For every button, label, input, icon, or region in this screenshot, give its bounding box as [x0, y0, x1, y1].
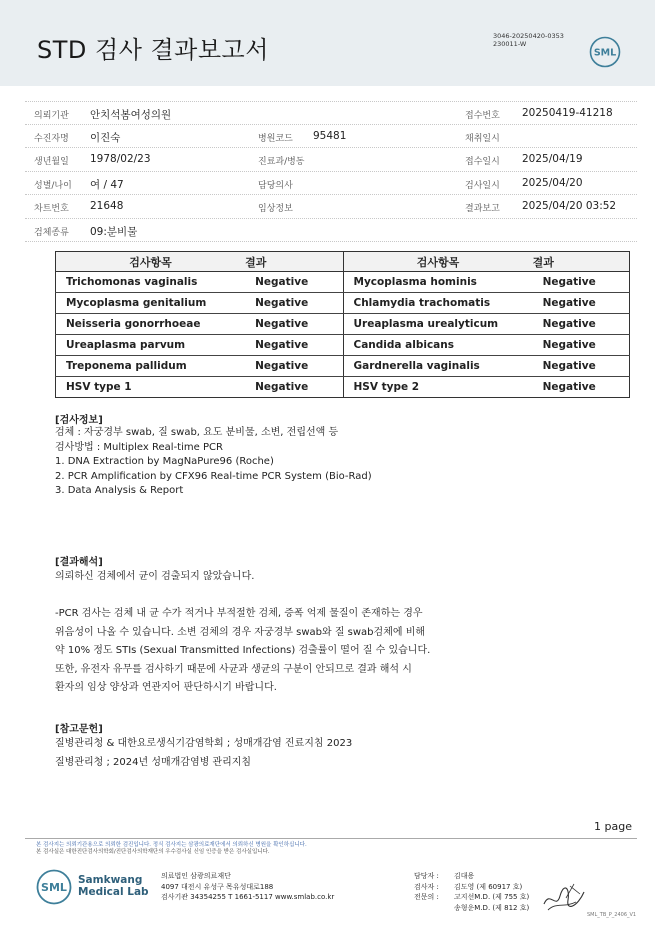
form-number: SML_TB_P_2406_V1 [587, 912, 637, 918]
text-line: 질병관리청 & 대한요로생식기감염학회 ; 성매개감염 진료지침 2023 [55, 738, 353, 749]
test-item: Gardnerella vaginalis [343, 356, 533, 377]
info-value: 1978/02/23 [90, 153, 151, 165]
address-line: 4097 대전시 유성구 목유성대로188 [161, 882, 274, 891]
test-result: Negative [533, 356, 630, 377]
test-result: Negative [245, 314, 343, 335]
table-row [56, 356, 630, 377]
info-value: 95481 [313, 129, 347, 142]
info-label: 검체종류 [34, 227, 69, 238]
column-header-result: 결과 [245, 252, 343, 272]
text-line: 질병관리청 ; 2024년 성매개감염병 관리지침 [55, 756, 252, 768]
page-number: 1 page [594, 820, 632, 833]
document-number-line: 230011-W [493, 40, 527, 48]
test-item: Mycoplasma hominis [343, 272, 533, 293]
info-label: 검사일시 [465, 180, 500, 191]
info-label: 차트번호 [34, 204, 69, 214]
test-result: Negative [533, 272, 630, 293]
test-item: Ureaplasma parvum [56, 335, 246, 356]
staff-row [414, 882, 529, 893]
info-label: 의뢰기관 [34, 111, 69, 121]
info-value: 이진숙 [90, 131, 121, 144]
document-number [493, 32, 564, 48]
info-label: 진료과/병동 [258, 157, 305, 167]
test-result: Negative [533, 335, 630, 356]
staff-role: 전문의 : [414, 893, 439, 901]
test-item: HSV type 1 [56, 377, 246, 398]
text-line: 또한, 유전자 유무를 검사하기 때문에 사균과 생균의 구분이 안되므로 결과 해석 시 [55, 663, 412, 675]
table-row [56, 377, 630, 398]
info-label: 수진자명 [34, 133, 69, 144]
sml-logo-icon [589, 36, 621, 68]
info-value: 2025/04/19 [522, 153, 583, 165]
info-row [25, 148, 637, 172]
info-row [25, 172, 637, 196]
info-label: 임상정보 [258, 204, 293, 214]
logo-text: SML [593, 47, 617, 59]
test-item: Neisseria gonorrhoeae [56, 314, 246, 335]
text-line [55, 587, 615, 606]
info-value: 21648 [90, 200, 124, 212]
info-label: 결과보고 [465, 204, 500, 214]
brand-name [78, 874, 149, 898]
info-row [25, 125, 637, 149]
test-result: Negative [245, 356, 343, 377]
info-label: 접수일시 [465, 157, 500, 167]
info-label: 병원코드 [258, 133, 293, 144]
notice-line: 본 검사지는 의뢰기관용으로 의뢰한 검진입니다. 정식 검사지는 삼광의료재단에서 의뢰하신 병원을 확인하십니다. [36, 842, 307, 848]
text-line: 1. DNA Extraction by MagNaPure96 (Roche) [55, 456, 274, 467]
test-item: Candida albicans [343, 335, 533, 356]
text-line: 의뢰하신 검체에서 균이 검출되지 않았습니다. [55, 571, 255, 582]
test-item: Mycoplasma genitalium [56, 293, 246, 314]
test-result: Negative [533, 377, 630, 398]
test-item: Chlamydia trachomatis [343, 293, 533, 314]
staff-row [414, 871, 529, 882]
info-value: 2025/04/20 03:52 [522, 200, 617, 212]
info-row [25, 219, 637, 243]
sml-logo-icon [36, 869, 72, 905]
staff-name: 고지선M.D. (제 755 호) [454, 893, 530, 901]
info-value: 여 / 47 [90, 178, 124, 191]
section-title: [결과해석] [55, 557, 103, 568]
info-label: 담당의사 [258, 180, 293, 191]
test-item: HSV type 2 [343, 377, 533, 398]
test-result: Negative [245, 335, 343, 356]
results-header-row [56, 252, 630, 272]
staff-list [414, 871, 529, 913]
address-line: 의료법인 삼광의료재단 [161, 872, 231, 880]
test-result: Negative [245, 293, 343, 314]
staff-name: 송형운M.D. (제 812 호) [454, 903, 530, 912]
info-value: 09:분비물 [90, 225, 138, 238]
page-title: STD 검사 결과보고서 [37, 36, 269, 64]
text-line: 위음성이 나올 수 있습니다. 소변 검체의 경우 자궁경부 swab와 질 swab검체에 비해 [55, 626, 426, 638]
staff-name: 김도영 (제 60917 호) [454, 882, 523, 891]
logo-text: SML [41, 881, 67, 894]
staff-role: 담당자 : [414, 872, 439, 880]
staff-row [414, 903, 529, 914]
text-line: 2. PCR Amplification by CFX96 Real-time PCR System (Bio-Rad) [55, 470, 372, 482]
test-item: Trichomonas vaginalis [56, 272, 246, 293]
lab-address [161, 871, 334, 903]
test-result: Negative [533, 314, 630, 335]
text-line: 환자의 임상 양상과 연관지어 판단하시기 바랍니다. [55, 682, 277, 693]
text-line: -PCR 검사는 검체 내 균 수가 적거나 부적절한 검체, 증폭 억제 물질이 존재하는 경우 [55, 608, 423, 619]
info-value: 안치석봄여성의원 [90, 109, 172, 121]
text-line: 약 10% 정도 STIs (Sexual Transmitted Infections) 검출률이 떨어 질 수 있습니다. [55, 645, 431, 656]
info-label: 성별/나이 [34, 180, 72, 191]
test-item: Ureaplasma urealyticum [343, 314, 533, 335]
staff-name: 김대용 [454, 872, 475, 880]
address-line: 검사기관 34354255 T 1661-5117 www.smlab.co.kr [161, 893, 335, 901]
test-result: Negative [533, 293, 630, 314]
patient-info [25, 101, 637, 242]
column-header-item: 검사항목 [56, 252, 246, 272]
text-line: 3. Data Analysis & Report [55, 485, 184, 496]
test-info-section [55, 411, 615, 499]
text-line: 검체 : 자궁경부 swab, 질 swab, 요도 분비물, 소변, 전립선액 등 [55, 427, 339, 438]
info-label: 채취일시 [465, 133, 500, 144]
test-result: Negative [245, 377, 343, 398]
footer-notice [36, 842, 307, 856]
staff-row [414, 892, 529, 903]
document-number-line: 3046-20250420-0353 [493, 32, 564, 40]
notice-line: 본 검사실은 대한진단검사의학회/진단검사의학재단의 우수검사실 신임 인증을 받은 검사실입니다. [36, 849, 270, 855]
info-label: 생년월일 [34, 157, 69, 167]
test-result: Negative [245, 272, 343, 293]
interpretation-section [55, 553, 615, 698]
test-item: Treponema pallidum [56, 356, 246, 377]
column-header-result: 결과 [533, 252, 630, 272]
info-row [25, 101, 637, 125]
section-title: [참고문헌] [55, 724, 103, 735]
section-title: [검사정보] [55, 415, 103, 426]
info-row [25, 195, 637, 219]
text-line: 검사방법 : Multiplex Real-time PCR [55, 441, 223, 453]
table-row [56, 272, 630, 293]
info-value: 20250419-41218 [522, 107, 613, 119]
info-label: 접수번호 [465, 111, 500, 121]
column-header-item: 검사항목 [343, 252, 533, 272]
table-row [56, 335, 630, 356]
results-table [55, 251, 630, 398]
footer-divider [25, 838, 637, 839]
brand-line: Medical Lab [78, 886, 149, 898]
table-row [56, 293, 630, 314]
table-row [56, 314, 630, 335]
signature-icon [540, 880, 588, 914]
report-header [0, 0, 655, 86]
brand-line: Samkwang [78, 874, 143, 886]
staff-role: 검사자 : [414, 882, 439, 891]
references-section [55, 720, 615, 772]
info-value: 2025/04/20 [522, 176, 583, 189]
